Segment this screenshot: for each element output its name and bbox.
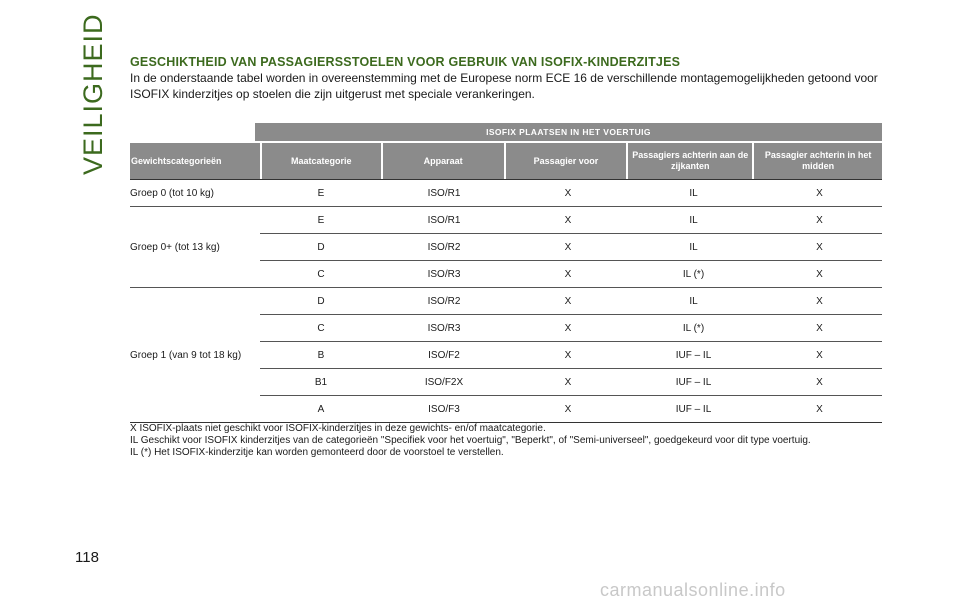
table-cell: ISO/R2 (427, 295, 461, 307)
table-cell: ISO/F2 (428, 349, 460, 361)
table-cell: IUF – IL (675, 349, 712, 361)
table-cell: X (816, 268, 823, 280)
table-cell: ISO/F2X (424, 376, 464, 388)
header-size-category: Maatcategorie (262, 143, 381, 179)
table-row (260, 368, 882, 395)
table-cell: X (564, 187, 572, 199)
table-cell: X (816, 322, 823, 334)
table-row (260, 314, 882, 341)
watermark: carmanualsonline.info (600, 580, 786, 600)
table-cell: ISO/R1 (427, 187, 461, 199)
table-cell: X (816, 376, 823, 388)
group-label: Groep 1 (van 9 tot 18 kg) (130, 349, 242, 361)
table-row (260, 207, 882, 233)
isofix-table (130, 123, 882, 423)
table-cell: D (317, 241, 325, 253)
table-cell: X (564, 322, 572, 334)
table-cell: IL (*) (682, 322, 705, 334)
table-cell: X (564, 349, 572, 361)
table-row (260, 288, 882, 314)
table-cell: X (816, 349, 823, 361)
table-cell: IL (689, 241, 698, 253)
table-cell: X (816, 403, 823, 415)
table-group (130, 288, 882, 423)
table-cell: IUF – IL (675, 403, 712, 415)
section-label: VEILIGHEID (78, 13, 108, 175)
table-group (130, 207, 882, 288)
table-cell: X (564, 403, 572, 415)
table-group (130, 179, 882, 207)
table-header-row (130, 143, 882, 179)
table-row (260, 233, 882, 260)
table-cell: A (317, 403, 325, 415)
table-cell: C (317, 322, 325, 334)
group-label: Groep 0+ (tot 13 kg) (130, 241, 220, 253)
table-super-header: ISOFIX PLAATSEN IN HET VOERTUIG (255, 123, 882, 141)
table-cell: ISO/R3 (427, 322, 461, 334)
header-rear-center: Passagier achterin in het midden (754, 143, 882, 179)
table-cell: X (816, 241, 823, 253)
table-cell: IL (*) (682, 268, 705, 280)
table-row (260, 180, 882, 206)
table-cell: ISO/R2 (427, 241, 461, 253)
page-number: 118 (75, 549, 99, 566)
header-device: Apparaat (383, 143, 504, 179)
table-cell: E (317, 187, 325, 199)
intro-paragraph: In de onderstaande tabel worden in overeenstemming met de Europese norm ECE 16 de verschillende montagemogelijkheden getoond voor ISOFIX kinderzitjes op stoelen die zijn uitgerust met speciale verankeringen. (130, 71, 878, 101)
table-cell: X (564, 295, 572, 307)
table-cell: X (816, 187, 823, 199)
table-cell: IL (689, 187, 698, 199)
table-cell: ISO/F3 (428, 403, 460, 415)
table-row (260, 395, 882, 422)
table-cell: X (816, 295, 823, 307)
group-label: Groep 0 (tot 10 kg) (130, 187, 214, 199)
table-notes (130, 423, 875, 459)
table-cell: IUF – IL (675, 376, 712, 388)
header-front-passenger: Passagier voor (506, 143, 627, 179)
table-cell: X (816, 214, 823, 226)
table-cell: X (564, 268, 572, 280)
page-title: GESCHIKTHEID VAN PASSAGIERSSTOELEN VOOR GEBRUIK VAN ISOFIX-KINDERZITJES (130, 55, 681, 69)
table-cell: X (564, 214, 572, 226)
note-il-star: IL (*) Het ISOFIX-kinderzitje kan worden gemonteerd door de voorstoel te verstellen. (130, 447, 504, 458)
table-cell: B1 (314, 376, 328, 388)
table-cell: X (564, 376, 572, 388)
note-x: X ISOFIX-plaats niet geschikt voor ISOFIX-kinderzitjes in deze gewichts- en/of maatcategorie. (130, 423, 546, 434)
table-row (260, 341, 882, 368)
table-cell: C (317, 268, 325, 280)
table-cell: IL (689, 214, 698, 226)
header-weight-category: Gewichtscategorieën (130, 143, 260, 179)
table-cell: E (317, 214, 325, 226)
table-cell: ISO/R1 (427, 214, 461, 226)
header-rear-outboard: Passagiers achterin aan de zijkanten (628, 143, 752, 179)
table-cell: IL (689, 295, 698, 307)
table-cell: D (317, 295, 325, 307)
table-cell: B (317, 349, 325, 361)
table-row (260, 260, 882, 287)
table-cell: ISO/R3 (427, 268, 461, 280)
note-il: IL Geschikt voor ISOFIX kinderzitjes van de categorieën "Specifiek voor het voertuig", "Beperkt", of "Semi-universeel", goedgekeurd voor dit type voertuig. (130, 435, 811, 446)
table-cell: X (564, 241, 572, 253)
